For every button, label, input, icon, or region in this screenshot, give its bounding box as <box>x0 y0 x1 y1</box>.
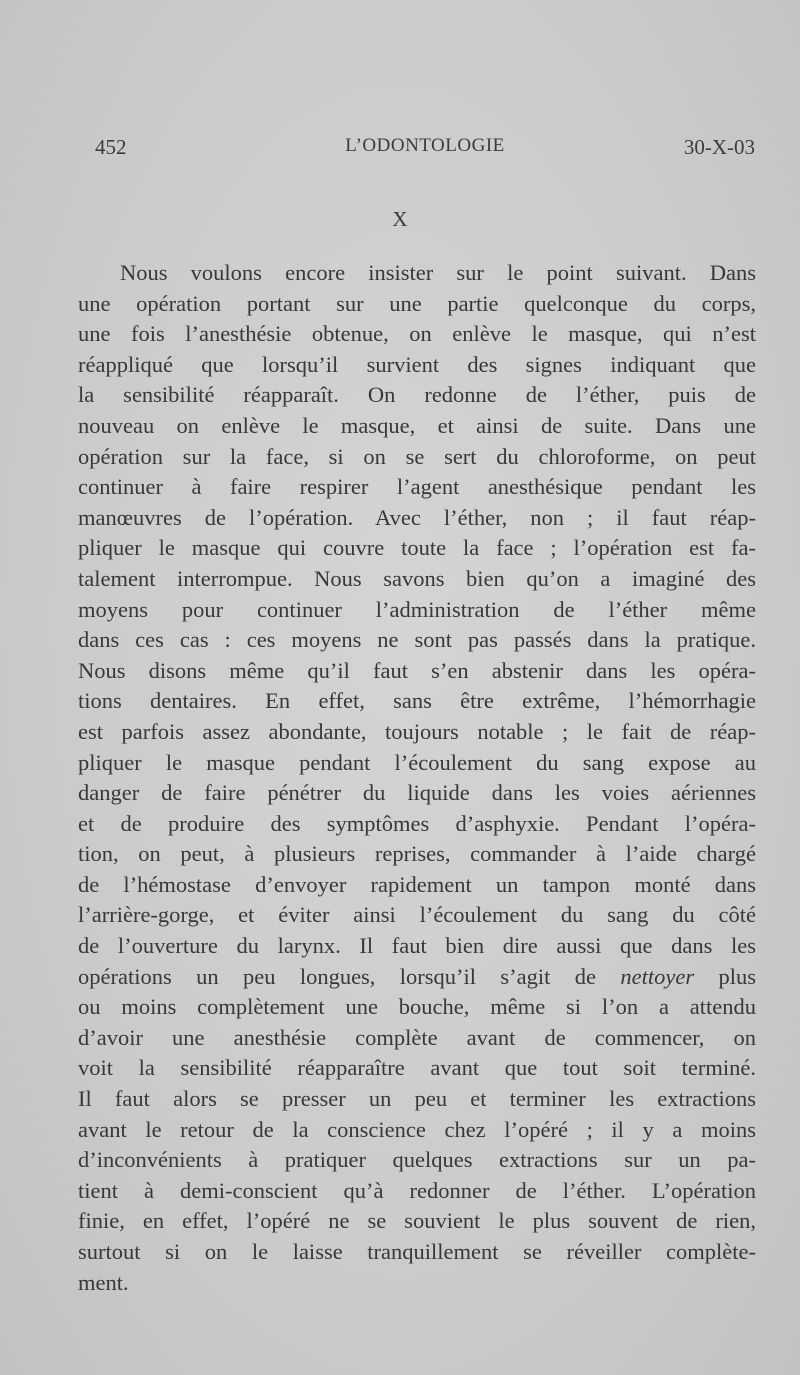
text-line: ou moins complètement une bouche, même si l’on a attendu <box>78 994 756 1020</box>
text-line: Il faut alors se presser un peu et terminer les extractions <box>78 1086 756 1112</box>
paragraph <box>78 258 756 1298</box>
text-line-start: opérations un peu longues, lorsqu’il s’agit de <box>78 963 597 989</box>
text-line-end: plus <box>718 963 756 989</box>
text-line: danger de faire pénétrer du liquide dans les voies aériennes <box>78 780 756 806</box>
text-line: ment. <box>78 1269 129 1295</box>
text-line: de l’ouverture du larynx. Il faut bien dire aussi que dans les <box>78 933 756 959</box>
text-line: est parfois assez abondante, toujours notable ; le fait de réap- <box>78 718 756 744</box>
section-number: X <box>392 207 408 231</box>
text-line: de l’hémostase d’envoyer rapidement un tampon monté dans <box>78 871 756 897</box>
text-line: finie, en effet, l’opéré ne se souvient le plus souvent de rien, <box>78 1208 756 1234</box>
text-line: réappliqué que lorsqu’il survient des signes indiquant que <box>78 351 756 377</box>
text-line: et de produire des symptômes d’asphyxie. Pendant l’opéra- <box>78 810 756 836</box>
text-line: voit la sensibilité réapparaître avant que tout soit terminé. <box>78 1055 756 1081</box>
text-line: Nous voulons encore insister sur le point suivant. Dans <box>120 260 756 285</box>
text-line: d’inconvénients à pratiquer quelques extractions sur un pa- <box>78 1147 756 1173</box>
journal-title: L’ODONTOLOGIE <box>345 135 505 156</box>
text-line: surtout si on le laisse tranquillement se réveiller complète- <box>78 1239 756 1264</box>
text-line: tions dentaires. En effet, sans être extrême, l’hémorrhagie <box>78 688 756 714</box>
text-line: l’arrière-gorge, et éviter ainsi l’écoulement du sang du côté <box>78 902 756 928</box>
text-line: une opération portant sur une partie quelconque du corps, <box>78 290 756 316</box>
text-line: pliquer le masque qui couvre toute la face ; l’opération est fa- <box>78 535 756 561</box>
text-line: pliquer le masque pendant l’écoulement du sang expose au <box>78 749 756 775</box>
text-line: Nous disons même qu’il faut s’en abstenir dans les opéra- <box>78 657 756 683</box>
italic-word: nettoyer <box>620 963 695 989</box>
text-line: la sensibilité réapparaît. On redonne de l’éther, puis de <box>78 382 756 408</box>
text-line: manœuvres de l’opération. Avec l’éther, non ; il faut réap- <box>78 504 756 530</box>
text-line: avant le retour de la conscience chez l’opéré ; il y a moins <box>78 1116 756 1142</box>
page-number: 452 <box>95 135 127 159</box>
text-line: tient à demi-conscient qu’à redonner de l’éther. L’opération <box>78 1177 756 1203</box>
text-line: opération sur la face, si on se sert du chloroforme, on peut <box>78 443 756 469</box>
text-line: d’avoir une anesthésie complète avant de commencer, on <box>78 1024 756 1050</box>
text-line: talement interrompue. Nous savons bien qu’on a imaginé des <box>78 565 756 591</box>
text-line: continuer à faire respirer l’agent anesthésique pendant les <box>78 474 756 500</box>
text-line: dans ces cas : ces moyens ne sont pas passés dans la pratique. <box>78 627 756 653</box>
text-line: nouveau on enlève le masque, et ainsi de suite. Dans une <box>78 412 756 438</box>
text-line: moyens pour continuer l’administration de l’éther même <box>78 596 756 622</box>
text-line: une fois l’anesthésie obtenue, on enlève le masque, qui n’est <box>78 321 756 347</box>
issue-date: 30-X-03 <box>683 135 755 159</box>
text-line: tion, on peut, à plusieurs reprises, commander à l’aide chargé <box>78 841 756 867</box>
running-header <box>95 135 755 165</box>
text-line-with-italic <box>78 962 756 993</box>
